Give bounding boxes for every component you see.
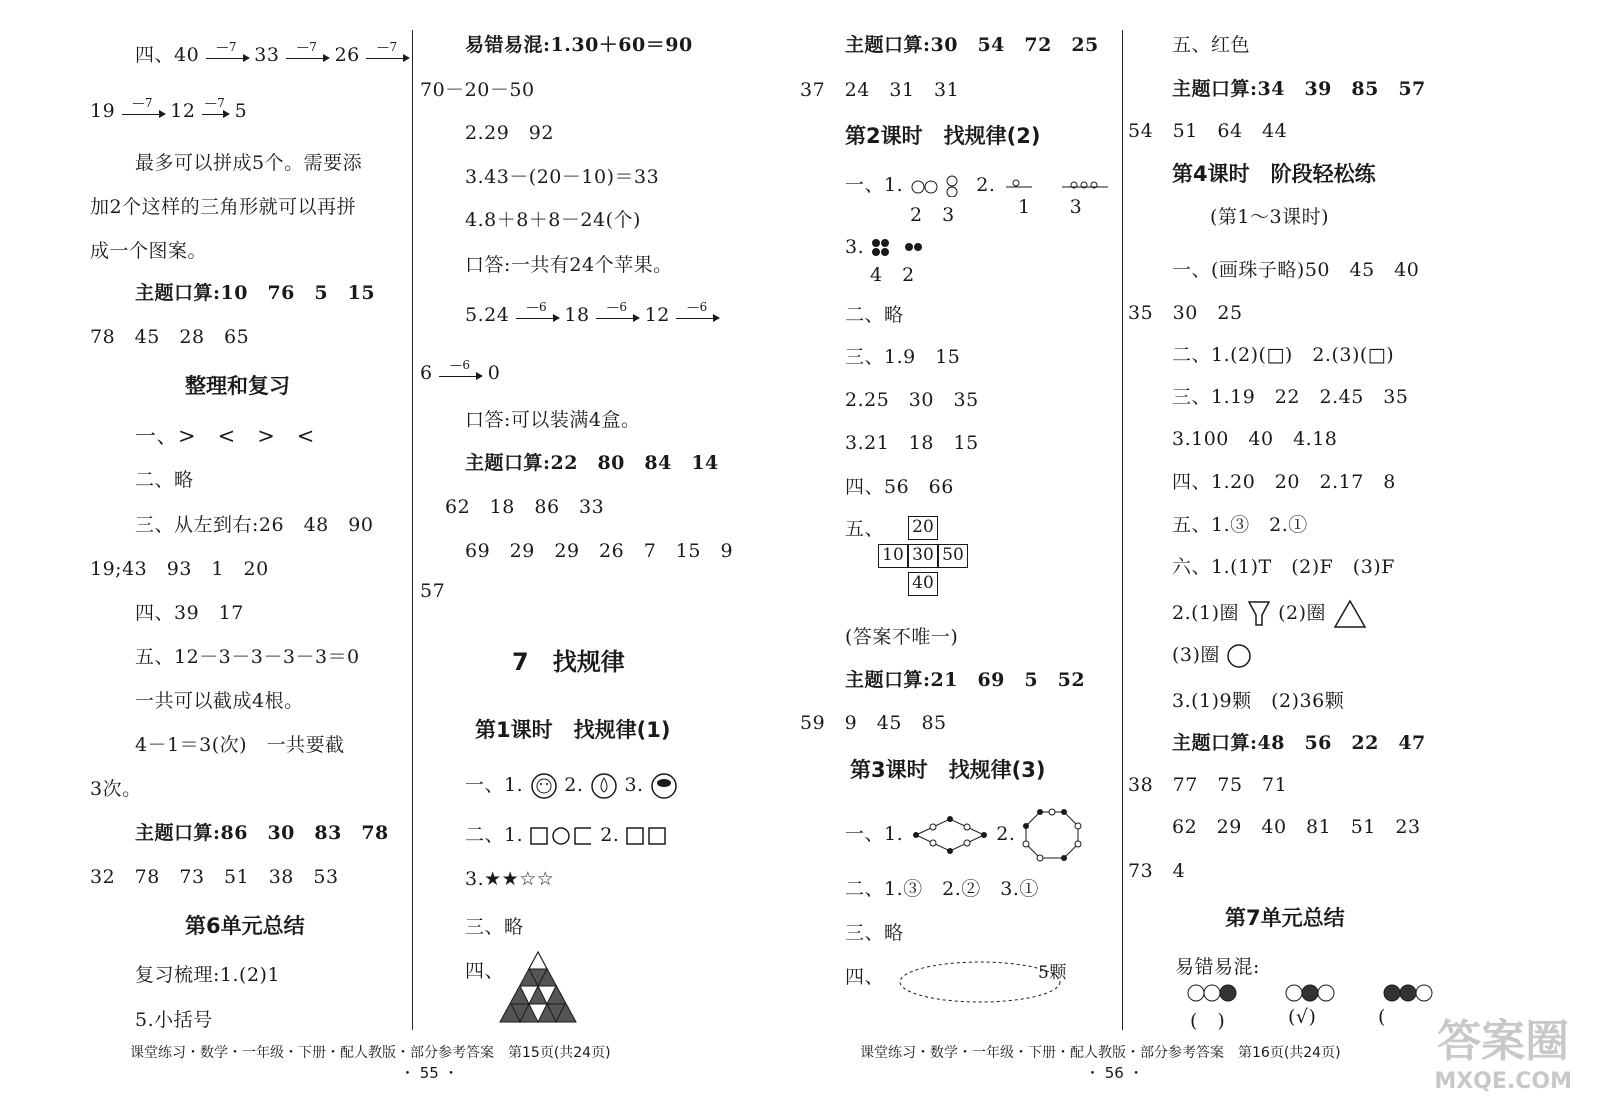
cup-shape-icon: [1246, 599, 1272, 629]
page-number-55: ・ 55 ・: [400, 1064, 459, 1082]
p55-c1-line15: 4－1＝3(次) 一共要截: [135, 734, 345, 756]
arrow-icon: —6: [439, 372, 481, 377]
p56-c1-line15: 二、1.③ 2.② 3.①: [845, 878, 1039, 900]
p55-c2-line2: 70－20－50: [420, 79, 535, 101]
p55-c2-line16: 3.★★☆☆: [465, 868, 555, 890]
p56-c2-line8: 三、1.19 22 2.45 35: [1172, 386, 1409, 408]
p56-c2-answer-a: ( ): [1190, 1010, 1226, 1032]
arrow-icon: —7: [366, 54, 408, 59]
p55-c2-chapter-title: 7 找规律: [512, 648, 625, 676]
dark-circle-icon: [650, 772, 678, 800]
triangle-icon: [1333, 599, 1367, 629]
p55-c2-line6: 口答:一共有24个苹果。: [465, 254, 673, 276]
p55-c2-line14: 一、1. 2. 3.: [465, 770, 678, 800]
p56-c2-line7: 二、1.(2)(□) 2.(3)(□): [1172, 344, 1395, 366]
p56-c2-line3: 54 51 64 44: [1128, 120, 1288, 142]
grid-cell-center: 30: [908, 544, 938, 568]
p56-c2-heading-unit7: 第7单元总结: [1225, 906, 1345, 930]
p56-c2-line6: 35 30 25: [1128, 302, 1243, 324]
bead-options-icon: [1186, 982, 1436, 1004]
column-divider: [1122, 30, 1123, 1030]
p56-c2-answer-c: (: [1378, 1006, 1386, 1028]
number-cross-grid: [878, 512, 968, 602]
p56-c1-line6: 三、1.9 15: [845, 346, 961, 368]
p56-c1-line10: 五、: [845, 518, 885, 540]
p55-c1-line13: 五、12－3－3－3－3＝0: [135, 646, 360, 668]
arrow-icon: —7: [202, 110, 228, 115]
p56-c1-line7: 2.25 30 35: [845, 389, 979, 411]
watermark: [1434, 1005, 1572, 1094]
grid-cell-bottom: 40: [908, 572, 938, 596]
p55-c2-line15: 二、1. 2.: [465, 820, 670, 847]
p55-c1-line1: 四、40 —7 33 —7 26 —7: [135, 40, 408, 67]
p55-c2-line4: 3.43－(20－10)＝33: [465, 166, 660, 188]
beads-pattern-icon: [910, 175, 970, 197]
p56-c1-line17b: 5颗: [1038, 963, 1067, 983]
p56-c2-line14: (3)圈: [1172, 640, 1252, 669]
p56-c1-line1: 主题口算:30 54 72 25: [845, 34, 1099, 56]
p56-c1-line12: 主题口算:21 69 5 52: [845, 669, 1086, 691]
grid-cell-top: 20: [908, 516, 938, 540]
p56-c1-line4: 3.: [845, 236, 925, 259]
p56-c1-line2: 37 24 31 31: [800, 79, 960, 101]
p56-c1-heading-lesson2: 第2课时 找规律(2): [845, 124, 1041, 148]
p55-c2-line12: 69 29 29 26 7 15 9: [465, 540, 734, 562]
bead-ring-octagon-icon: [1022, 808, 1082, 862]
watermark-sub: MXQE.COM: [1434, 1069, 1572, 1094]
p55-c1-line11: 19;43 93 1 20: [90, 558, 269, 580]
p55-c1-line5: 成一个图案。: [90, 240, 208, 262]
p56-c2-answer-b: (√): [1288, 1006, 1317, 1028]
column-divider: [412, 30, 413, 1030]
arrow-icon: —6: [676, 314, 718, 319]
p55-c1-line2: 19 —7 12 —7 5: [90, 95, 248, 122]
p56-c1-line16: 三、略: [845, 922, 904, 944]
p56-c2-line4: (第1～3课时): [1210, 206, 1330, 228]
p56-c1-heading-lesson3: 第3课时 找规律(3): [850, 758, 1046, 782]
p56-c1-line9: 四、56 66: [845, 476, 954, 498]
arrow-icon: —6: [516, 314, 558, 319]
p55-c1-heading-review: 整理和复习: [185, 374, 290, 398]
p55-c1-line14: 一共可以截成4根。: [135, 690, 304, 712]
page-56: [800, 0, 1600, 1118]
arrow-icon: —7: [206, 54, 248, 59]
p56-c2-line13: 2.(1)圈 (2)圈: [1172, 598, 1367, 629]
p55-c1-line9: 二、略: [135, 469, 194, 491]
p55-c2-line13: 57: [420, 580, 446, 602]
p56-c2-line15: 3.(1)9颗 (2)36颗: [1172, 690, 1345, 712]
p56-c1-line3n2: 1 3: [1018, 196, 1083, 218]
p56-c2-line16: 主题口算:48 56 22 47: [1172, 732, 1426, 754]
p56-c1-line4n: 4 2: [870, 264, 915, 286]
two-squares-icon: [626, 825, 670, 847]
p55-c1-line10: 三、从左到右:26 48 90: [135, 514, 374, 536]
square-circle-square-icon: [530, 825, 594, 847]
p55-c1-line6: 主题口算:10 76 5 15: [135, 282, 376, 304]
p55-c1-line8: 一、> < > <: [135, 424, 315, 448]
p55-c1-line3: 最多可以拼成5个。需要添: [135, 152, 363, 174]
arrow-icon: —7: [286, 54, 328, 59]
p55-c2-line9: 口答:可以装满4盒。: [465, 409, 641, 431]
arrow-icon: —6: [596, 314, 638, 319]
p55-c2-line3: 2.29 92: [465, 122, 554, 144]
p55-c1-line20: 5.小括号: [135, 1009, 213, 1031]
p55-c2-line18: 四、: [465, 960, 505, 982]
p55-c2-line7: 5.24 —6 18 —6 12 —6: [465, 304, 718, 326]
smiley-icon: [530, 772, 558, 800]
p55-c1-line7: 78 45 28 65: [90, 326, 250, 348]
p55-c2-line10: 主题口算:22 80 84 14: [465, 452, 719, 474]
p55-c1-heading-unit6: 第6单元总结: [185, 914, 305, 938]
p55-c2-line1: 易错易混:1.30＋60＝90: [465, 34, 693, 56]
p55-c1-line12: 四、39 17: [135, 602, 244, 624]
triangle-pattern-icon: [498, 950, 578, 1026]
p56-c1-line3: 一、1. 2.: [845, 170, 1112, 197]
p56-c1-line8: 3.21 18 15: [845, 432, 979, 454]
dots-group-icon: [871, 237, 925, 259]
watermark-main: 答案圈: [1437, 1016, 1570, 1067]
p55-c2-line8: 6 —6 0: [420, 357, 501, 384]
p56-c2-line19: 73 4: [1128, 860, 1186, 882]
p55-c1-line19: 复习梳理:1.(2)1: [135, 964, 281, 986]
p56-c1-line11: (答案不唯一): [845, 626, 959, 648]
p56-c2-line2: 主题口算:34 39 85 57: [1172, 78, 1426, 100]
p56-c2-line11: 五、1.③ 2.①: [1172, 514, 1308, 536]
p55-c1-line16: 3次。: [90, 778, 142, 800]
p55-c1-line18: 32 78 73 51 38 53: [90, 866, 339, 888]
p55-c1-line4: 加2个这样的三角形就可以再拼: [90, 196, 357, 218]
p55-c2-heading-lesson1: 第1课时 找规律(1): [475, 718, 671, 742]
p55-c2-line11: 62 18 86 33: [445, 496, 605, 518]
p56-c2-line12: 六、1.(1)T (2)F (3)F: [1172, 556, 1395, 578]
page-number-56: ・ 56 ・: [1085, 1064, 1144, 1082]
p55-c1-line17: 主题口算:86 30 83 78: [135, 822, 389, 844]
p56-c1-line13: 59 9 45 85: [800, 712, 947, 734]
p56-c1-line14: 一、1. 2.: [845, 808, 1082, 862]
p56-c1-line17: 四、: [845, 966, 885, 988]
p56-c2-line20: 易错易混:: [1175, 956, 1260, 978]
p56-c2-heading-lesson4: 第4课时 阶段轻松练: [1172, 162, 1376, 186]
p56-c2-line1: 五、红色: [1172, 34, 1251, 56]
bead-ring-diamond-icon: [910, 815, 990, 855]
p56-c1-line3n: 2 3: [910, 204, 955, 226]
p56-c1-line5: 二、略: [845, 304, 904, 326]
arrow-icon: —7: [122, 110, 164, 115]
p56-c2-line10: 四、1.20 20 2.17 8: [1172, 471, 1396, 493]
footer-page-55: 课堂练习・数学・一年级・下册・配人教版・部分参考答案 第15页(共24页): [130, 1045, 611, 1061]
p56-c2-line17: 38 77 75 71: [1128, 774, 1288, 796]
drop-circle-icon: [590, 772, 618, 800]
p56-c2-line9: 3.100 40 4.18: [1172, 428, 1338, 450]
p55-c2-line5: 4.8＋8＋8－24(个): [465, 209, 641, 231]
grid-cell-left: 10: [878, 544, 908, 568]
grid-cell-right: 50: [938, 544, 968, 568]
footer-page-56: 课堂练习・数学・一年级・下册・配人教版・部分参考答案 第16页(共24页): [860, 1045, 1341, 1061]
circle-shape-icon: [1226, 643, 1252, 669]
p56-c2-line18: 62 29 40 81 51 23: [1172, 816, 1421, 838]
p56-c2-line5: 一、(画珠子略)50 45 40: [1172, 259, 1420, 281]
p55-c2-line17: 三、略: [465, 916, 524, 938]
